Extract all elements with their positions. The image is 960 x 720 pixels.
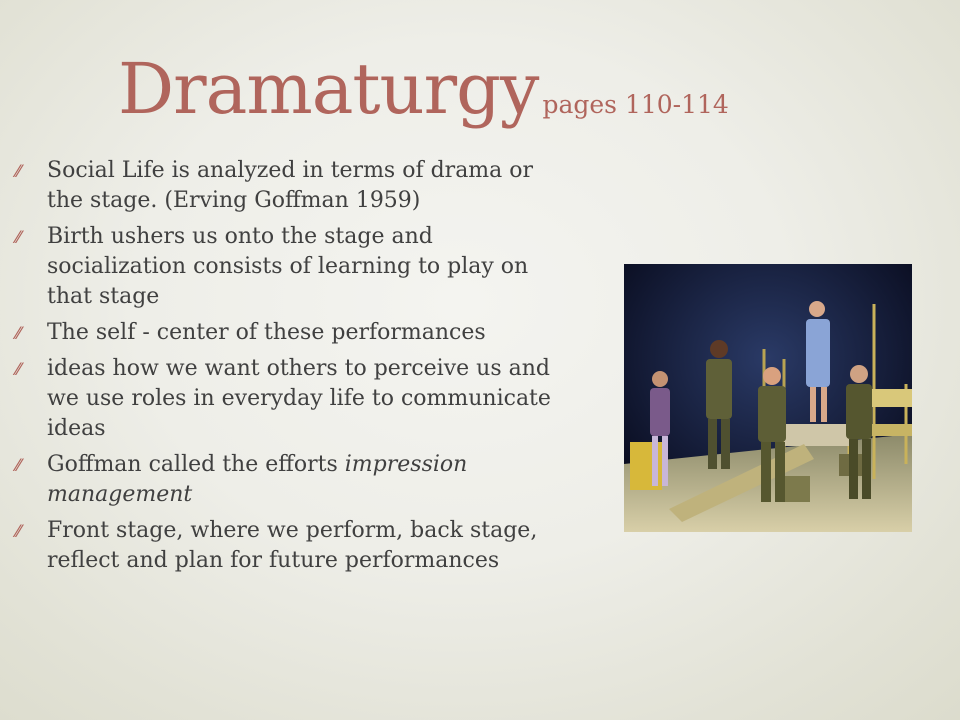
bullet-text: ideas how we want others to perceive us and we use roles in everyday life to communicate ideas [47, 356, 551, 441]
bullet-text: The self - center of these performances [47, 320, 486, 345]
bullet-item [18, 222, 563, 312]
bullet-item [18, 156, 563, 216]
title-main: Dramaturgy [118, 48, 539, 130]
bullet-item [18, 318, 563, 348]
bullet-text: Goffman called the efforts [47, 452, 345, 477]
stage-scene-illustration [624, 264, 912, 532]
title-pages-subtitle: pages 110-114 [542, 90, 729, 119]
bullet-emphasis-text: impression management [47, 452, 468, 507]
bullet-item [18, 354, 563, 444]
stage-performance-photo [624, 264, 912, 532]
bullet-text: Social Life is analyzed in terms of drama or the stage. (Erving Goffman 1959) [47, 158, 534, 213]
bullet-text: Front stage, where we perform, back stage, reflect and plan for future performances [47, 518, 538, 573]
slide-title [118, 48, 729, 130]
bullet-text: Birth ushers us onto the stage and socialization consists of learning to play on that stage [47, 224, 529, 309]
bullet-list [18, 156, 563, 582]
bullet-item [18, 516, 563, 576]
bullet-item [18, 450, 563, 510]
